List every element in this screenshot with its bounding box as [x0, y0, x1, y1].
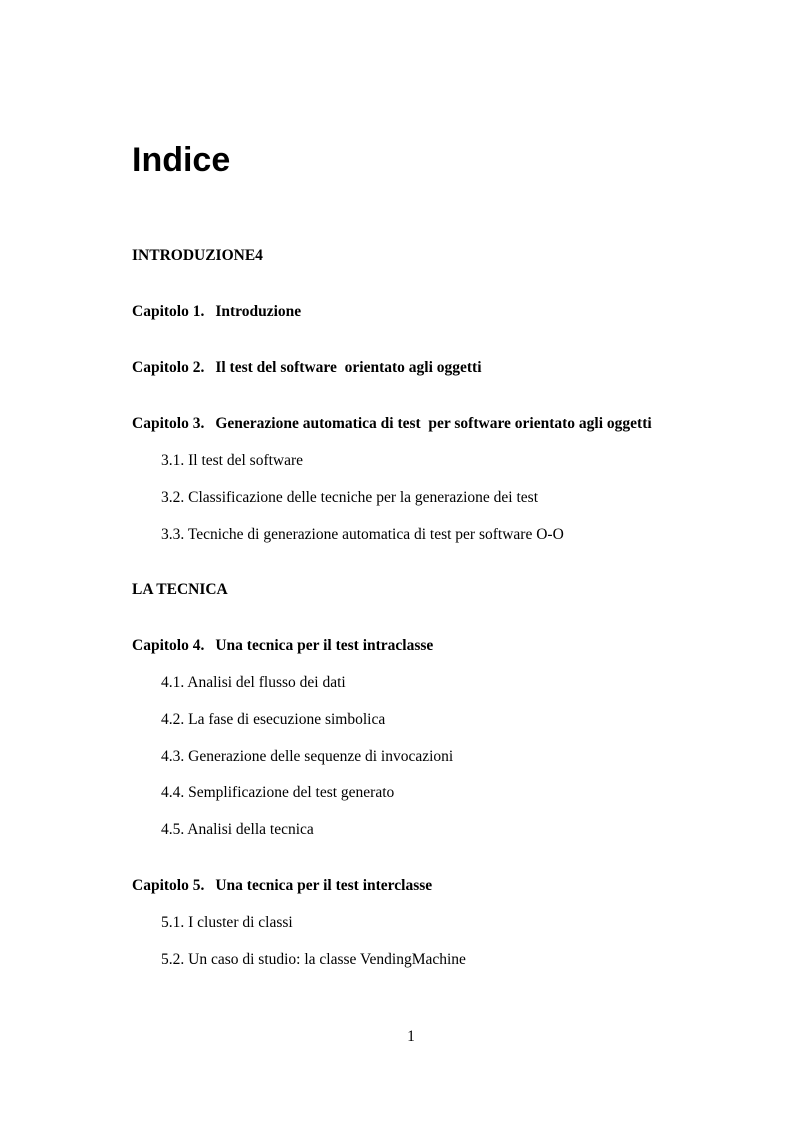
toc-section-5-2: 5.2. Un caso di studio: la classe VendingMachine	[161, 951, 466, 968]
page-title: Indice	[132, 141, 231, 179]
chapter-number: Capitolo 2.	[132, 359, 205, 376]
toc-chapter-1	[132, 302, 301, 322]
chapter-title: Una tecnica per il test interclasse	[215, 877, 433, 894]
chapter-title: Introduzione	[215, 303, 302, 320]
toc-section-4-2: 4.2. La fase di esecuzione simbolica	[161, 711, 386, 728]
chapter-title: Generazione automatica di test per software orientato agli oggetti	[215, 415, 652, 432]
chapter-number: Capitolo 1.	[132, 303, 205, 320]
toc-chapter-3	[132, 414, 652, 434]
chapter-number: Capitolo 5.	[132, 877, 205, 894]
toc-section-4-1: 4.1. Analisi del flusso dei dati	[161, 674, 346, 691]
chapter-title: Il test del software orientato agli oggetti	[215, 359, 482, 376]
toc-chapter-5	[132, 876, 432, 896]
toc-section-5-1: 5.1. I cluster di classi	[161, 914, 293, 931]
toc-chapter-2	[132, 358, 482, 378]
toc-section-3-2: 3.2. Classificazione delle tecniche per la generazione dei test	[161, 489, 538, 506]
toc-section-4-4: 4.4. Semplificazione del test generato	[161, 784, 395, 801]
toc-part-tecnica: LA TECNICA	[132, 581, 228, 598]
page-number: 1	[407, 1028, 415, 1045]
chapter-title: Una tecnica per il test intraclasse	[215, 637, 434, 654]
toc-section-4-3: 4.3. Generazione delle sequenze di invocazioni	[161, 748, 454, 765]
toc-chapter-4	[132, 636, 433, 656]
toc-section-4-5: 4.5. Analisi della tecnica	[161, 821, 314, 838]
toc-section-3-1: 3.1. Il test del software	[161, 452, 304, 469]
chapter-number: Capitolo 3.	[132, 415, 205, 432]
chapter-number: Capitolo 4.	[132, 637, 205, 654]
toc-section-3-3: 3.3. Tecniche di generazione automatica di test per software O-O	[161, 526, 564, 543]
toc-part-introduzione: INTRODUZIONE4	[132, 247, 263, 264]
